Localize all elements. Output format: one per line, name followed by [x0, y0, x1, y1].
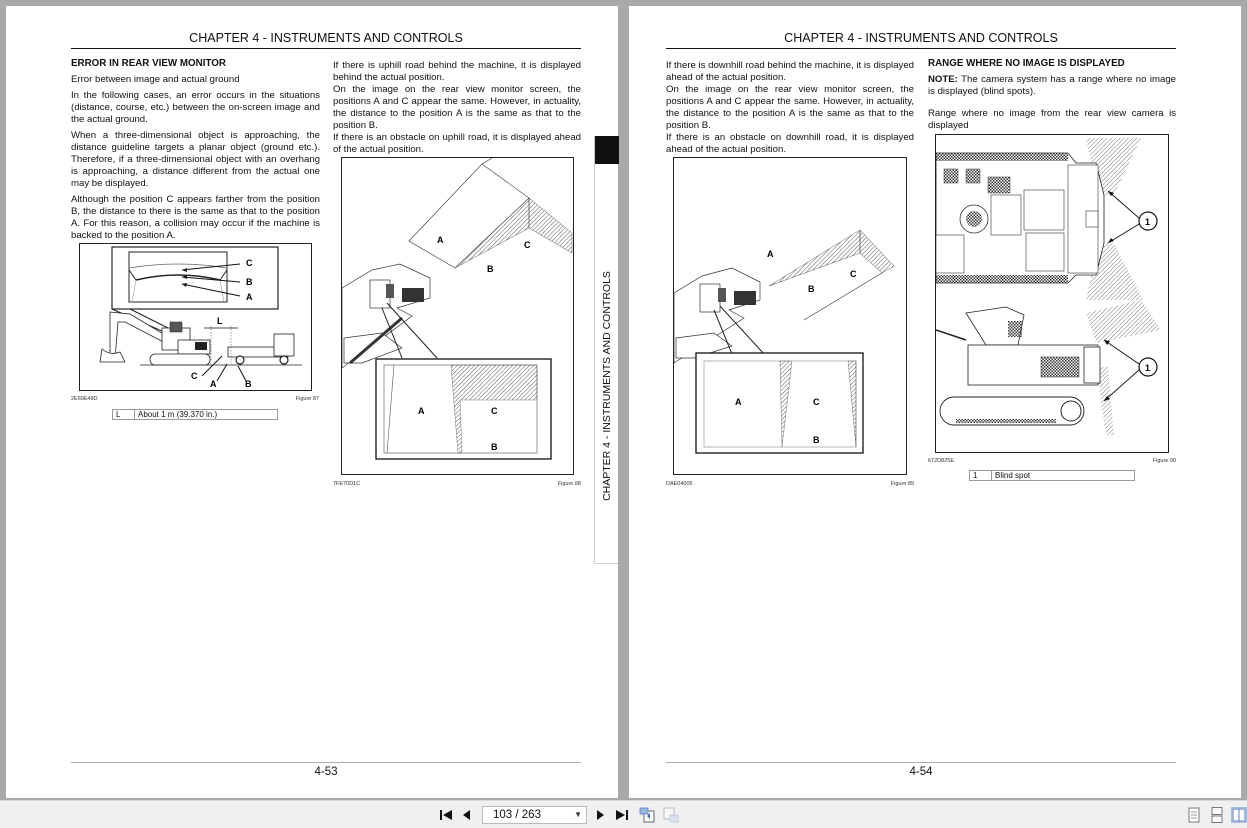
single-page-view-button[interactable] — [1186, 807, 1202, 823]
figure-id: 7FE70D1C — [333, 481, 361, 487]
legend-key: 1 — [970, 471, 992, 480]
footer-rule — [666, 762, 1176, 763]
figure-caption: Figure 89 — [890, 481, 914, 487]
last-page-icon — [615, 809, 629, 821]
paragraph: If there is uphill road behind the machine, it is displayed behind the actual position. — [333, 60, 581, 83]
first-page-icon — [439, 809, 453, 821]
section-title: RANGE WHERE NO IMAGE IS DISPLAYED — [928, 58, 1125, 69]
legend-value: About 1 m (39.370 in.) — [138, 410, 218, 419]
navigation-toolbar — [0, 800, 1247, 828]
svg-text:A: A — [246, 292, 253, 302]
figure-id: 2E69E48D — [71, 396, 98, 402]
svg-text:1: 1 — [1145, 363, 1151, 373]
paragraph: If there is downhill road behind the machine, it is displayed ahead of the actual position. — [666, 60, 914, 83]
continuous-view-button[interactable] — [1209, 807, 1225, 823]
note-text: The camera system has a range where no image is displayed (blind spots). — [928, 74, 1176, 97]
svg-text:A: A — [735, 397, 742, 407]
chapter-side-label: CHAPTER 4 - INSTRUMENTS AND CONTROLS — [601, 271, 613, 501]
facing-pages-view-button[interactable] — [1231, 807, 1247, 823]
svg-text:C: C — [524, 240, 531, 250]
svg-text:A: A — [437, 235, 444, 245]
left-column-2 — [333, 60, 581, 156]
rear-view-monitor-illustration — [80, 244, 311, 390]
continuous-view-icon — [1209, 807, 1225, 823]
previous-page-icon — [462, 809, 472, 821]
subtitle: Error between image and actual ground — [71, 74, 240, 85]
figure-id: 672D825E — [928, 458, 954, 464]
page-number: 4-53 — [314, 766, 338, 778]
chapter-tab-marker — [595, 136, 619, 164]
first-page-button[interactable] — [438, 806, 454, 824]
svg-text:L: L — [217, 316, 223, 326]
figure-90 — [935, 134, 1169, 453]
svg-text:A: A — [418, 406, 425, 416]
right-column-2 — [928, 58, 1176, 136]
previous-page-button[interactable] — [460, 806, 474, 824]
previous-view-icon — [639, 807, 655, 823]
paragraph: When a three-dimensional object is approaching, the distance guideline targets a planar object (ground etc.). Therefore, if a three-dimensional object with an overhang is approaching, a distance different from the actual one may be displayed. — [71, 130, 320, 189]
svg-text:B: B — [246, 277, 253, 287]
svg-text:C: C — [850, 269, 857, 279]
legend-table — [969, 470, 1135, 481]
uphill-road-illustration — [342, 158, 573, 474]
downhill-road-illustration — [674, 158, 906, 474]
single-page-view-icon — [1186, 807, 1202, 823]
next-view-icon — [663, 807, 679, 823]
svg-text:C: C — [246, 258, 253, 268]
paragraph: On the image on the rear view monitor screen, the positions A and C appear the same. However, in actuality, the distance to the position A is the same as that to the position B. — [333, 84, 581, 131]
next-page-button[interactable] — [594, 806, 606, 824]
paragraph: On the image on the rear view monitor screen, the positions A and C appear the same. However, in actuality, the distance to the position A is the same as that to the position B. — [666, 84, 914, 131]
figure-87 — [79, 243, 312, 391]
footer-rule — [71, 762, 581, 763]
legend-value: Blind spot — [995, 471, 1031, 480]
page-number: 4-54 — [909, 766, 933, 778]
svg-text:A: A — [767, 249, 774, 259]
page-number-field[interactable] — [482, 806, 587, 824]
svg-text:B: B — [245, 379, 252, 389]
svg-text:B: B — [487, 264, 494, 274]
page-4-54 — [629, 6, 1241, 798]
svg-text:B: B — [808, 284, 815, 294]
page-4-53 — [6, 6, 618, 798]
figure-caption: Figure 88 — [557, 481, 581, 487]
left-column-1 — [71, 58, 320, 246]
page-number-value: 103 / 263 — [493, 809, 541, 821]
svg-text:B: B — [813, 435, 820, 445]
paragraph: If there is an obstacle on uphill road, it is displayed ahead of the actual position. — [333, 132, 581, 155]
header-rule — [71, 48, 581, 49]
svg-text:A: A — [210, 379, 217, 389]
paragraph: In the following cases, an error occurs in the situations (distance, course, etc.) between the on-screen image and the actual ground. — [71, 90, 320, 125]
svg-text:C: C — [191, 371, 198, 381]
next-page-icon — [595, 809, 605, 821]
svg-text:C: C — [491, 406, 498, 416]
paragraph: Range where no image from the rear view camera is displayed — [928, 108, 1176, 131]
svg-text:B: B — [491, 442, 498, 452]
facing-pages-view-icon — [1232, 808, 1246, 822]
last-page-button[interactable] — [614, 806, 630, 824]
paragraph: Although the position C appears farther from the position B, the distance to there is the same as that to the position A. For this reason, a collision may occur if the machine is backed to the position A. — [71, 194, 320, 241]
dropdown-caret-icon: ▼ — [574, 810, 582, 819]
note-label: NOTE: — [928, 74, 958, 85]
figure-caption: Figure 90 — [1152, 458, 1176, 464]
chapter-header: CHAPTER 4 - INSTRUMENTS AND CONTROLS — [784, 31, 1058, 45]
svg-text:C: C — [813, 397, 820, 407]
figure-89 — [673, 157, 907, 475]
header-rule — [666, 48, 1176, 49]
chapter-header: CHAPTER 4 - INSTRUMENTS AND CONTROLS — [189, 31, 463, 45]
paragraph: If there is an obstacle on downhill road, it is displayed ahead of the actual position. — [666, 132, 914, 155]
blind-spot-illustration — [936, 135, 1168, 452]
svg-text:1: 1 — [1145, 217, 1151, 227]
note — [928, 74, 1176, 98]
section-title: ERROR IN REAR VIEW MONITOR — [71, 58, 226, 69]
figure-id: DAE04005 — [666, 481, 693, 487]
legend-key: L — [113, 410, 135, 419]
figure-caption: Figure 87 — [295, 396, 319, 402]
right-column-1 — [666, 60, 914, 156]
legend-table — [112, 409, 278, 420]
next-view-button[interactable] — [662, 806, 680, 824]
figure-88 — [341, 157, 574, 475]
chapter-side-tab — [594, 136, 618, 564]
previous-view-button[interactable] — [638, 806, 656, 824]
